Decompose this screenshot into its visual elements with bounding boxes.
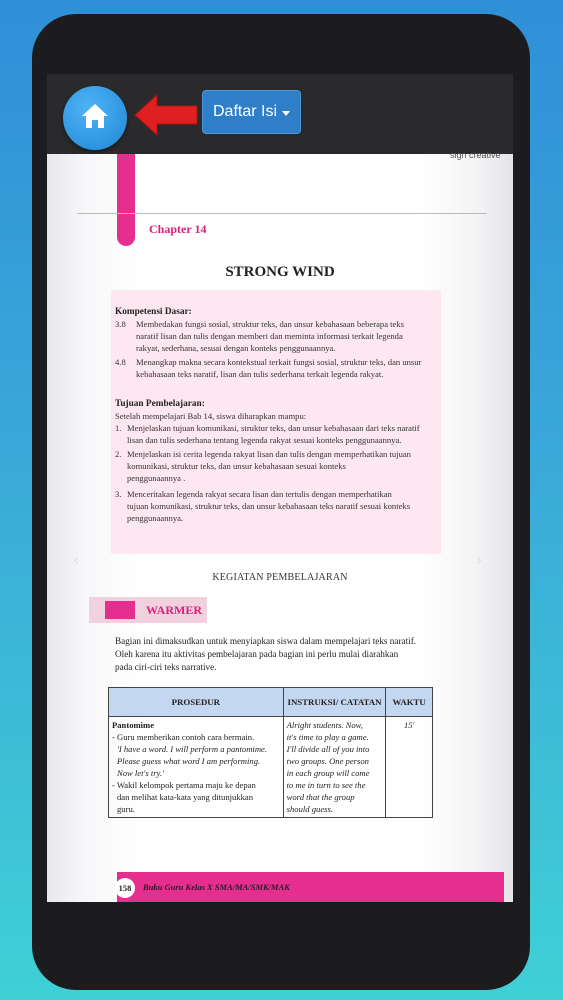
- chapter-label: Chapter 14: [149, 222, 207, 236]
- home-button[interactable]: [63, 86, 127, 150]
- warmer-marker: [105, 601, 135, 619]
- top-toolbar: [47, 74, 513, 154]
- tujuan-num: 3.: [115, 489, 122, 499]
- toc-label: Daftar Isi: [212, 103, 277, 120]
- previous-page-arrow[interactable]: ‹: [73, 550, 80, 569]
- tujuan-heading: Tujuan Pembelajaran:: [115, 399, 205, 409]
- home-icon: [80, 102, 110, 130]
- tujuan-item: Menjelaskan tujuan komunikasi, struktur teks, dan unsur kebahasaan dari teks naratif lisan dan tulis sederhana tentang legenda rakyat sesuai konteks penggunaannya.: [127, 423, 420, 446]
- divider: [77, 213, 487, 214]
- next-page-arrow[interactable]: ›: [476, 550, 483, 569]
- instruction-cell: Alright students. Now, it's time to play a game. I'll divide all of you into two groups. One person in each group will come to me in turn to see the word that the group should guess.: [283, 717, 386, 818]
- brand-text: sign creative: [450, 150, 501, 160]
- procedure-cell: Pantomime - Guru memberikan contoh cara bermain. 'I have a word. I will perform a pantomime. Please guess what word I am performing. Now let's try.' - Wakil kelompok pertama maju ke depan dan melihat kata-kata yang ditunjukkan guru.: [109, 717, 284, 818]
- kompetensi-num: 4.8: [115, 357, 126, 367]
- tujuan-num: 2.: [115, 449, 122, 459]
- table-of-contents-button[interactable]: [202, 90, 301, 134]
- kompetensi-item: Membedakan fungsi sosial, struktur teks, dan unsur kebahasaan beberapa teks naratif lisan dan tulis dengan memberi dan meminta informasi terkait legenda rakyat, sederhana, sesuai dengan konteks penggunaannya.: [136, 319, 405, 354]
- chapter-tab-decoration: [117, 154, 135, 246]
- footer-book-title: Buku Guru Kelas X SMA/MA/SMK/MAK: [143, 882, 290, 892]
- tujuan-num: 1.: [115, 423, 122, 433]
- time-cell: 15': [386, 717, 433, 818]
- chevron-down-icon: [282, 111, 290, 116]
- chapter-title: STRONG WIND: [225, 264, 335, 280]
- activity-table: [108, 687, 433, 818]
- table-row: [109, 717, 433, 818]
- kompetensi-num: 3.8: [115, 319, 126, 329]
- section-heading: KEGIATAN PEMBELAJARAN: [212, 572, 348, 583]
- tujuan-item: Menjelaskan isi cerita legenda rakyat lisan dan tulis dengan memperhatikan tujuan komunikasi, struktur teks, dan unsur kebahasaan sesuai konteks penggunaannya .: [127, 449, 411, 484]
- app-screen: [47, 74, 513, 902]
- left-arrow-icon: [131, 92, 201, 138]
- page-number: 158: [115, 878, 135, 898]
- table-header: PROSEDUR: [109, 688, 284, 717]
- kompetensi-item: Menangkap makna secara kontekstual terkait fungsi sosial, struktur teks, dan unsur kebahasaan teks naratif, lisan dan tulis sederhana terkait legenda rakyat.: [136, 357, 422, 380]
- warmer-label: WARMER: [146, 603, 202, 617]
- table-header: WAKTU: [386, 688, 433, 717]
- warmer-intro: Bagian ini dimaksudkan untuk menyiapkan siswa dalam mempelajari teks naratif. Oleh karena itu aktivitas pembelajaran pada bagian ini perlu mulai diarahkan pada ciri-ciri teks narrative.: [115, 636, 417, 672]
- kompetensi-heading: Kompetensi Dasar:: [115, 307, 192, 317]
- table-header: INSTRUKSI/ CATATAN: [283, 688, 386, 717]
- book-page: [47, 150, 513, 902]
- tujuan-item: Menceritakan legenda rakyat secara lisan dan tertulis dengan memperhatikan tujuan komunikasi, struktur teks, dan unsur kebahasaan teks naratif sesuai konteks penggunaannya.: [127, 489, 411, 524]
- tujuan-intro: Setelah mempelajari Bab 14, siswa diharapkan mampu:: [115, 411, 307, 421]
